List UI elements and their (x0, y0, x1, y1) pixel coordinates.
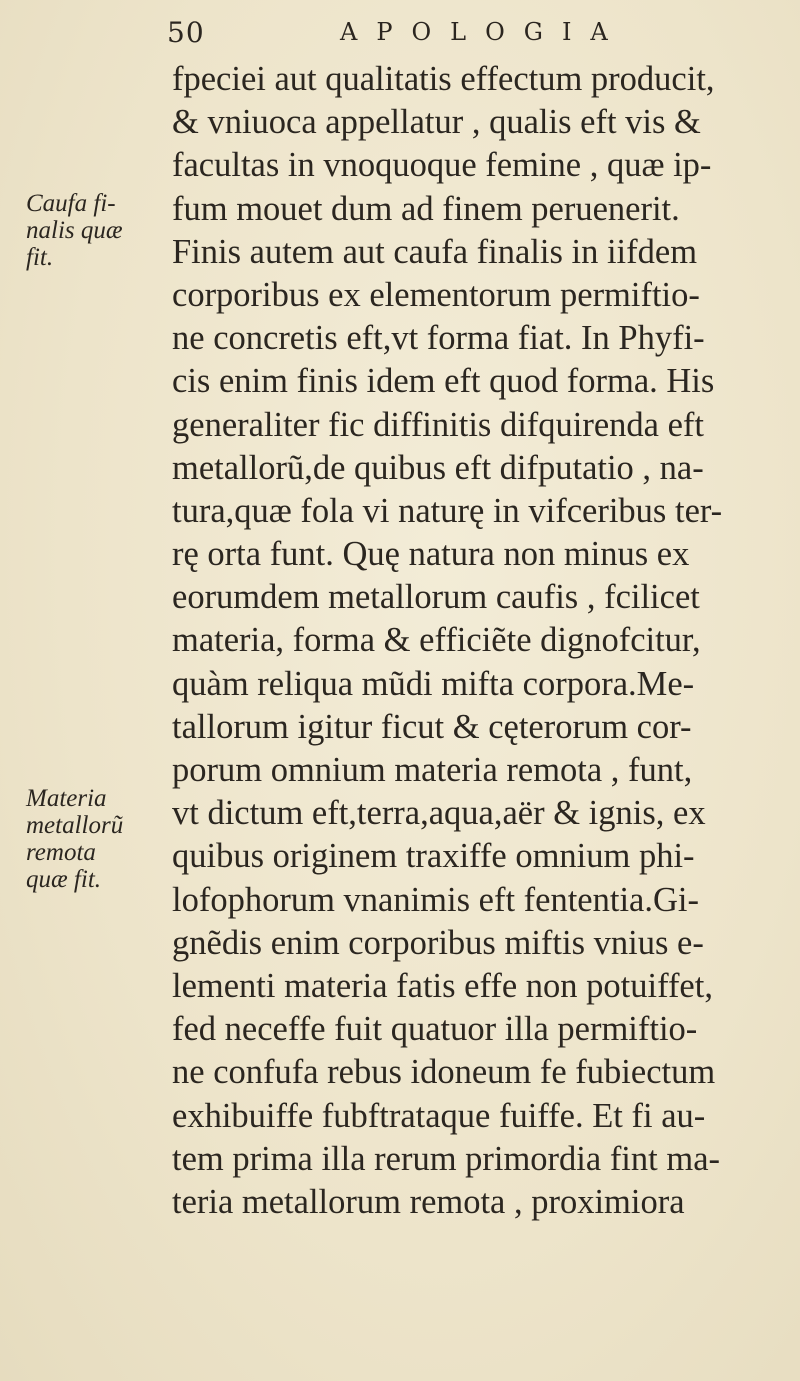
marginal-note-line: remota (26, 839, 96, 866)
text-line: generaliter fic diffinitis difquirenda eft (172, 405, 704, 444)
marginal-note-line: Materia (26, 785, 107, 812)
running-head: APOLOGIA (340, 18, 627, 46)
text-line: fed neceffe fuit quatuor illa permiftio- (172, 1010, 698, 1049)
text-line: tem prima illa rerum primordia fint ma- (172, 1139, 720, 1178)
marginal-note-line: metallorũ (26, 812, 124, 839)
text-line: tura,quæ fola vi naturę in vifceribus ter- (172, 491, 723, 530)
text-line: facultas in vnoquoque femine , quæ ip- (172, 146, 712, 185)
text-line: gnẽdis enim corporibus miftis vnius e- (172, 923, 704, 962)
text-line: eorumdem metallorum caufis , fcilicet (172, 578, 700, 617)
marginal-note-remote-matter (26, 785, 123, 893)
text-line: ne confufa rebus idoneum fe fubiectum (172, 1053, 716, 1092)
text-line: lofophorum vnanimis eft fententia.Gi- (172, 880, 699, 919)
marginal-note-line: fit. (26, 244, 54, 271)
marginal-note-final-cause (26, 190, 123, 271)
marginal-note-line: nalis quæ (26, 217, 123, 244)
text-line: corporibus ex elementorum permiftio- (172, 275, 700, 314)
page-number: 50 (167, 16, 205, 49)
text-line: Finis autem aut caufa finalis in iifdem (172, 232, 698, 271)
text-line: teria metallorum remota , proximiora (172, 1182, 685, 1221)
text-line: metallorũ,de quibus eft difputatio , na- (172, 448, 704, 487)
text-line: & vniuoca appellatur , qualis eft vis & (172, 103, 701, 142)
text-line: lementi materia fatis effe non potuiffet, (172, 966, 713, 1005)
text-line: fum mouet dum ad finem peruenerit. (172, 189, 680, 228)
text-line: cis enim finis idem eft quod forma. His (172, 362, 715, 401)
text-line: tallorum igitur ficut & cęterorum cor- (172, 707, 692, 746)
text-line: materia, forma & efficiẽte dignofcitur, (172, 621, 701, 660)
text-line: porum omnium materia remota , funt, (172, 751, 693, 789)
text-line: quàm reliqua mũdi mifta corpora.Me- (172, 664, 695, 703)
text-line: fpeciei aut qualitatis effectum producit, (172, 60, 715, 98)
marginal-note-line: Caufa fi- (26, 190, 116, 217)
text-line: vt dictum eft,terra,aqua,aër & ignis, ex (172, 794, 706, 833)
body-text (172, 58, 797, 1224)
text-line: quibus originem traxiffe omnium phi- (172, 837, 695, 876)
text-line: ne concretis eft,vt forma fiat. In Phyfi- (172, 319, 705, 358)
marginal-note-line: quæ fit. (26, 866, 102, 893)
text-line: rę orta funt. Quę natura non minus ex (172, 535, 690, 574)
text-line: exhibuiffe fubftrataque fuiffe. Et fi au- (172, 1096, 706, 1135)
